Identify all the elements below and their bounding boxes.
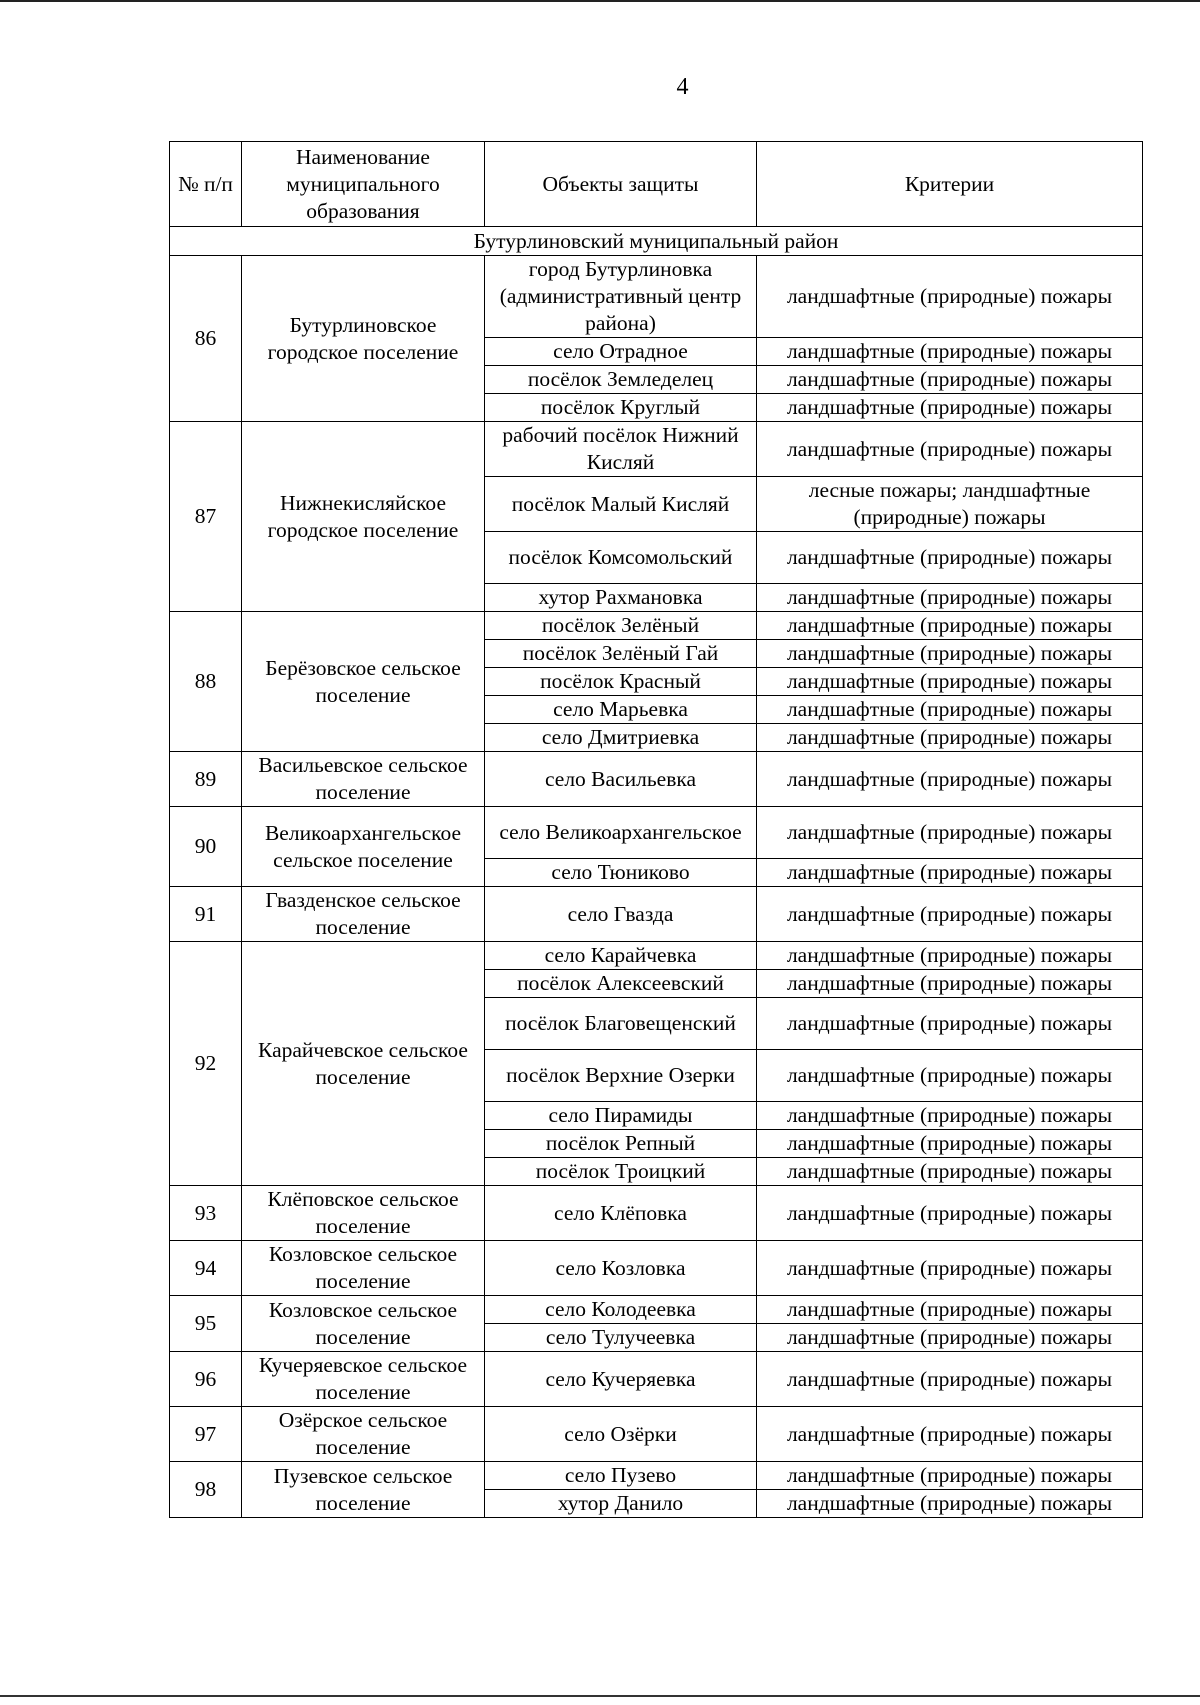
table-row: [170, 1352, 1143, 1407]
header-num: № п/п: [170, 142, 242, 227]
row-number: 93: [170, 1186, 242, 1241]
protection-object: село Дмитриевка: [485, 724, 757, 752]
municipality-name: Бутурлиновское городское поселение: [242, 256, 485, 422]
criteria: ландшафтные (природные) пожары: [757, 1490, 1143, 1518]
municipality-name: Пузевское сельское поселение: [242, 1462, 485, 1518]
table-header-row: [170, 142, 1143, 227]
protection-object: село Пирамиды: [485, 1102, 757, 1130]
criteria: ландшафтные (природные) пожары: [757, 1324, 1143, 1352]
municipality-name: Карайчевское сельское поселение: [242, 942, 485, 1186]
criteria: ландшафтные (природные) пожары: [757, 256, 1143, 338]
municipality-name: Берёзовское сельское поселение: [242, 612, 485, 752]
criteria: ландшафтные (природные) пожары: [757, 1241, 1143, 1296]
protection-object: село Колодеевка: [485, 1296, 757, 1324]
header-criteria: Критерии: [757, 142, 1143, 227]
protection-object: село Пузево: [485, 1462, 757, 1490]
row-number: 90: [170, 807, 242, 887]
row-number: 87: [170, 422, 242, 612]
criteria: ландшафтные (природные) пожары: [757, 1462, 1143, 1490]
table-row: [170, 807, 1143, 859]
protection-object: посёлок Верхние Озерки: [485, 1050, 757, 1102]
criteria: ландшафтные (природные) пожары: [757, 942, 1143, 970]
protection-object: село Отрадное: [485, 338, 757, 366]
row-number: 96: [170, 1352, 242, 1407]
table-row: [170, 1186, 1143, 1241]
criteria: ландшафтные (природные) пожары: [757, 752, 1143, 807]
protection-object: село Козловка: [485, 1241, 757, 1296]
municipality-name: Клёповское сельское поселение: [242, 1186, 485, 1241]
scan-bottom-edge: [0, 1695, 1200, 1697]
criteria: ландшафтные (природные) пожары: [757, 1352, 1143, 1407]
criteria: ландшафтные (природные) пожары: [757, 532, 1143, 584]
row-number: 89: [170, 752, 242, 807]
criteria: ландшафтные (природные) пожары: [757, 422, 1143, 477]
table-row: [170, 887, 1143, 942]
table-row: [170, 1241, 1143, 1296]
row-number: 98: [170, 1462, 242, 1518]
protection-object: село Озёрки: [485, 1407, 757, 1462]
municipality-name: Великоархангельское сельское поселение: [242, 807, 485, 887]
criteria: ландшафтные (природные) пожары: [757, 724, 1143, 752]
municipality-name: Козловское сельское поселение: [242, 1241, 485, 1296]
criteria: ландшафтные (природные) пожары: [757, 612, 1143, 640]
municipality-name: Нижнекисляйское городское поселение: [242, 422, 485, 612]
row-number: 88: [170, 612, 242, 752]
protection-object: село Кучеряевка: [485, 1352, 757, 1407]
row-number: 94: [170, 1241, 242, 1296]
protection-objects-table: [169, 141, 1143, 1518]
protection-object: село Марьевка: [485, 696, 757, 724]
criteria: ландшафтные (природные) пожары: [757, 807, 1143, 859]
section-row: [170, 227, 1143, 256]
protection-object: посёлок Зелёный Гай: [485, 640, 757, 668]
protection-object: посёлок Круглый: [485, 394, 757, 422]
municipality-name: Васильевское сельское поселение: [242, 752, 485, 807]
criteria: ландшафтные (природные) пожары: [757, 584, 1143, 612]
table-row: [170, 1407, 1143, 1462]
criteria: ландшафтные (природные) пожары: [757, 1050, 1143, 1102]
municipality-name: Козловское сельское поселение: [242, 1296, 485, 1352]
municipality-name: Кучеряевское сельское поселение: [242, 1352, 485, 1407]
header-objects: Объекты защиты: [485, 142, 757, 227]
protection-object: село Карайчевка: [485, 942, 757, 970]
criteria: ландшафтные (природные) пожары: [757, 366, 1143, 394]
header-municipality: Наименование муниципального образования: [242, 142, 485, 227]
criteria: ландшафтные (природные) пожары: [757, 887, 1143, 942]
protection-object: посёлок Малый Кисляй: [485, 477, 757, 532]
protection-object: посёлок Комсомольский: [485, 532, 757, 584]
scan-top-edge: [0, 0, 1200, 2]
row-number: 86: [170, 256, 242, 422]
protection-object: посёлок Благовещенский: [485, 998, 757, 1050]
table-row: [170, 1462, 1143, 1490]
municipality-name: Озёрское сельское поселение: [242, 1407, 485, 1462]
row-number: 92: [170, 942, 242, 1186]
protection-object: село Великоархангельское: [485, 807, 757, 859]
protection-object: посёлок Красный: [485, 668, 757, 696]
criteria: ландшафтные (природные) пожары: [757, 859, 1143, 887]
criteria: ландшафтные (природные) пожары: [757, 640, 1143, 668]
table-row: [170, 1296, 1143, 1324]
row-number: 97: [170, 1407, 242, 1462]
table-row: [170, 256, 1143, 338]
criteria: ландшафтные (природные) пожары: [757, 1407, 1143, 1462]
row-number: 95: [170, 1296, 242, 1352]
municipality-name: Гвазденское сельское поселение: [242, 887, 485, 942]
criteria: ландшафтные (природные) пожары: [757, 696, 1143, 724]
protection-object: село Гвазда: [485, 887, 757, 942]
table-row: [170, 942, 1143, 970]
protection-object: посёлок Троицкий: [485, 1158, 757, 1186]
criteria: ландшафтные (природные) пожары: [757, 970, 1143, 998]
protection-object: город Бутурлиновка (административный центр района): [485, 256, 757, 338]
criteria: ландшафтные (природные) пожары: [757, 1186, 1143, 1241]
criteria: ландшафтные (природные) пожары: [757, 394, 1143, 422]
protection-object: село Тулучеевка: [485, 1324, 757, 1352]
protection-object: село Клёповка: [485, 1186, 757, 1241]
table-row: [170, 612, 1143, 640]
table-row: [170, 422, 1143, 477]
protection-object: село Тюниково: [485, 859, 757, 887]
page-number: 4: [676, 74, 689, 100]
protection-object: посёлок Земледелец: [485, 366, 757, 394]
criteria: лесные пожары; ландшафтные (природные) пожары: [757, 477, 1143, 532]
criteria: ландшафтные (природные) пожары: [757, 998, 1143, 1050]
protection-object: посёлок Алексеевский: [485, 970, 757, 998]
criteria: ландшафтные (природные) пожары: [757, 1296, 1143, 1324]
protection-object: рабочий посёлок Нижний Кисляй: [485, 422, 757, 477]
criteria: ландшафтные (природные) пожары: [757, 668, 1143, 696]
criteria: ландшафтные (природные) пожары: [757, 338, 1143, 366]
criteria: ландшафтные (природные) пожары: [757, 1102, 1143, 1130]
row-number: 91: [170, 887, 242, 942]
section-title: Бутурлиновский муниципальный район: [170, 227, 1143, 256]
protection-object: село Васильевка: [485, 752, 757, 807]
protection-object: хутор Данило: [485, 1490, 757, 1518]
table-row: [170, 752, 1143, 807]
protection-object: посёлок Репный: [485, 1130, 757, 1158]
criteria: ландшафтные (природные) пожары: [757, 1158, 1143, 1186]
protection-object: посёлок Зелёный: [485, 612, 757, 640]
criteria: ландшафтные (природные) пожары: [757, 1130, 1143, 1158]
protection-object: хутор Рахмановка: [485, 584, 757, 612]
